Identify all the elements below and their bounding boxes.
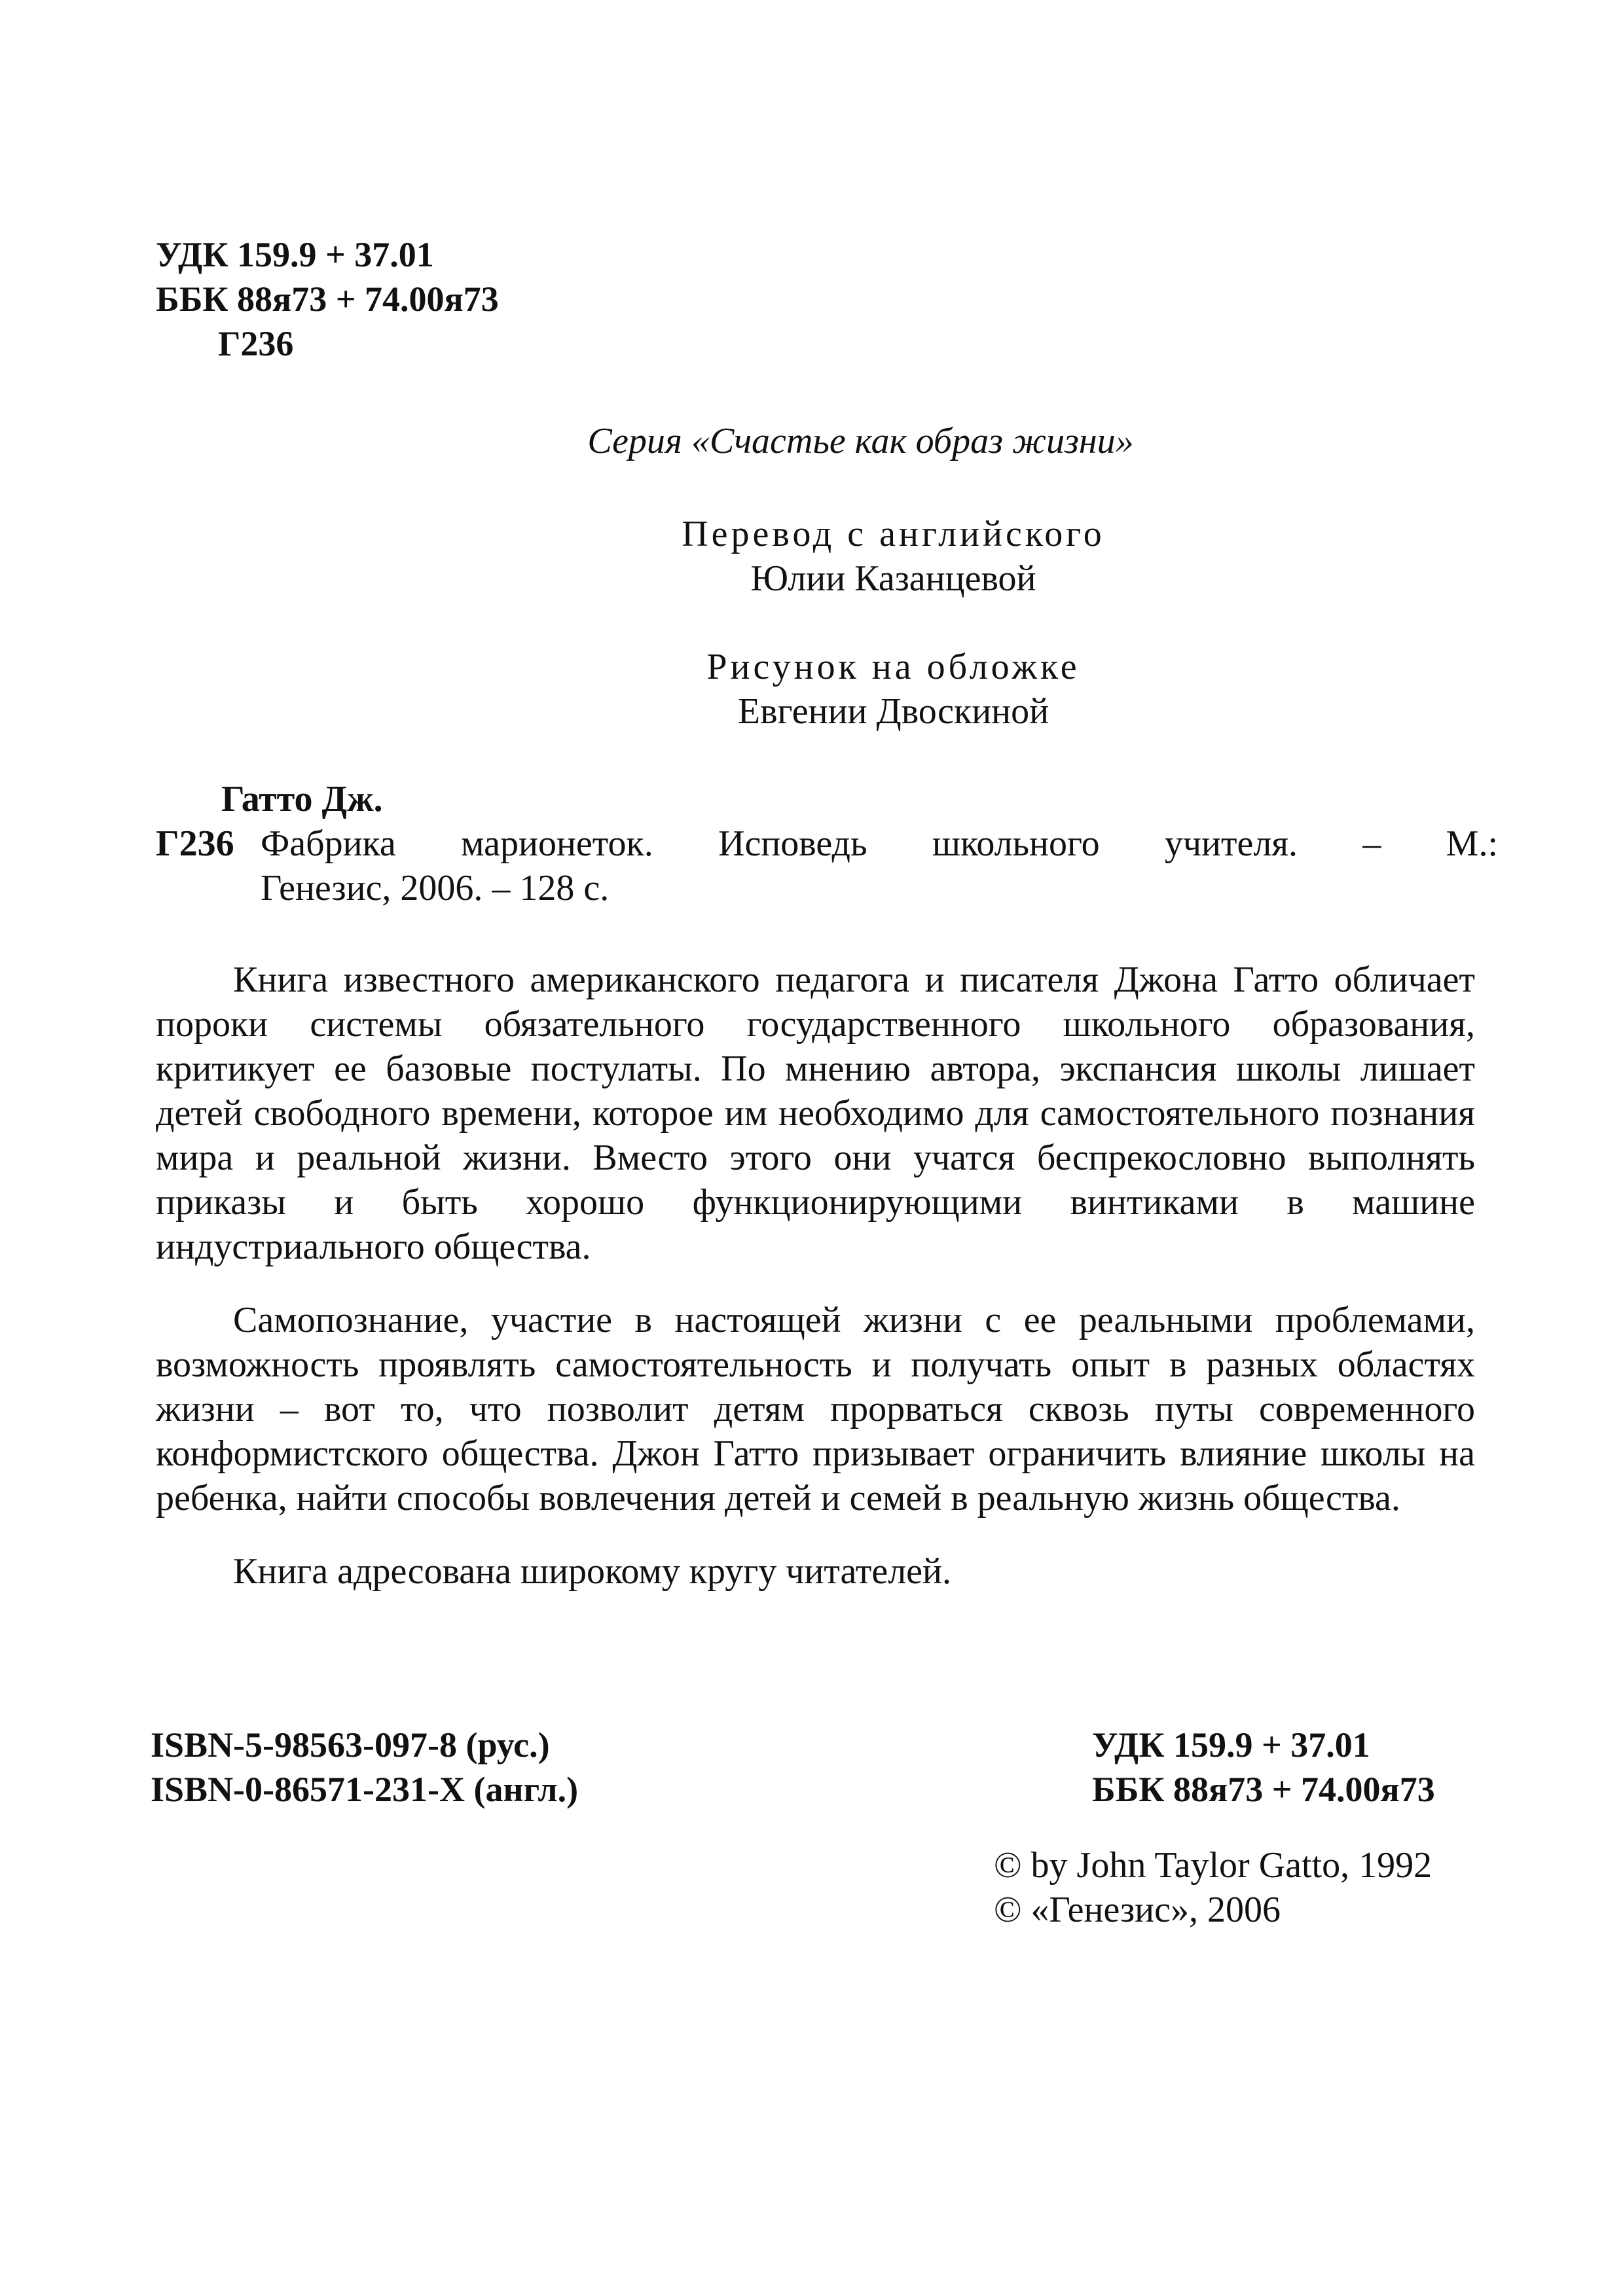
author-mark-inline: Г236: [156, 823, 234, 864]
bbk-code: ББК 88я73 + 74.00я73: [156, 279, 499, 319]
abstract-paragraph-3: Книга адресована широкому кругу читателей.: [233, 1551, 952, 1592]
book-author: Гатто Дж.: [221, 779, 383, 819]
author-mark: Г236: [218, 324, 294, 363]
isbn-english: ISBN-0-86571-231-X (англ.): [151, 1770, 579, 1809]
copyright-author: © by John Taylor Gatto, 1992: [994, 1845, 1432, 1886]
illustrator-name: Евгении Двоскиной: [737, 691, 1049, 732]
series-title: Серия «Счастье как образ жизни»: [587, 421, 1134, 461]
udk-code-bottom: УДК 159.9 + 37.01: [1092, 1725, 1370, 1765]
classification-block-bottom: [1092, 1723, 1435, 1812]
title-line-1: Фабрика марионеток. Исповедь школьного учителя. – М.:: [261, 823, 1498, 864]
copyright-block: [994, 1843, 1432, 1932]
bbk-code-bottom: ББК 88я73 + 74.00я73: [1092, 1770, 1435, 1809]
cover-art-label: Рисунок на обложке: [706, 647, 1080, 687]
translator-name: Юлии Казанцевой: [750, 558, 1036, 599]
title-line-2: Генезис, 2006. – 128 с.: [261, 868, 610, 908]
isbn-russian: ISBN-5-98563-097-8 (рус.): [151, 1725, 550, 1765]
isbn-block: [151, 1723, 578, 1812]
bibliographic-row: [156, 821, 1498, 910]
book-abstract: [156, 958, 1475, 1623]
translation-credit: [0, 512, 1623, 601]
udk-code: УДК 159.9 + 37.01: [156, 235, 434, 274]
abstract-paragraph-1: Книга известного американского педагога и писателя Джона Гатто обличает пороки системы обязательного государственного школьного образования, критикует ее базовые постулаты. По мнению автора, экспансия школы лишает детей свободного времени, которое им необходимо для самостоятельного познания мира и реальной жизни. Вместо этого они учатся беспрекословно выполнять приказы и быть хорошо функционирующими винтиками в машине индустриального общества.: [156, 960, 1475, 1267]
cover-art-credit: [0, 645, 1623, 734]
classification-block-top: [156, 232, 499, 366]
abstract-paragraph-2: Самопознание, участие в настоящей жизни с ее реальными проблемами, возможность проявлять самостоятельность и получать опыт в разных областях жизни – вот то, что позволит детям прорваться сквозь путы современного конформистского общества. Джон Гатто призывает ограничить влияние школы на ребенка, найти способы вовлечения детей и семей в реальную жизнь общества.: [156, 1300, 1475, 1518]
bibliographic-description: [261, 821, 1498, 910]
translation-label: Перевод с английского: [682, 514, 1105, 554]
bibliographic-record: [156, 777, 1498, 910]
copyright-publisher: © «Генезис», 2006: [994, 1890, 1281, 1930]
